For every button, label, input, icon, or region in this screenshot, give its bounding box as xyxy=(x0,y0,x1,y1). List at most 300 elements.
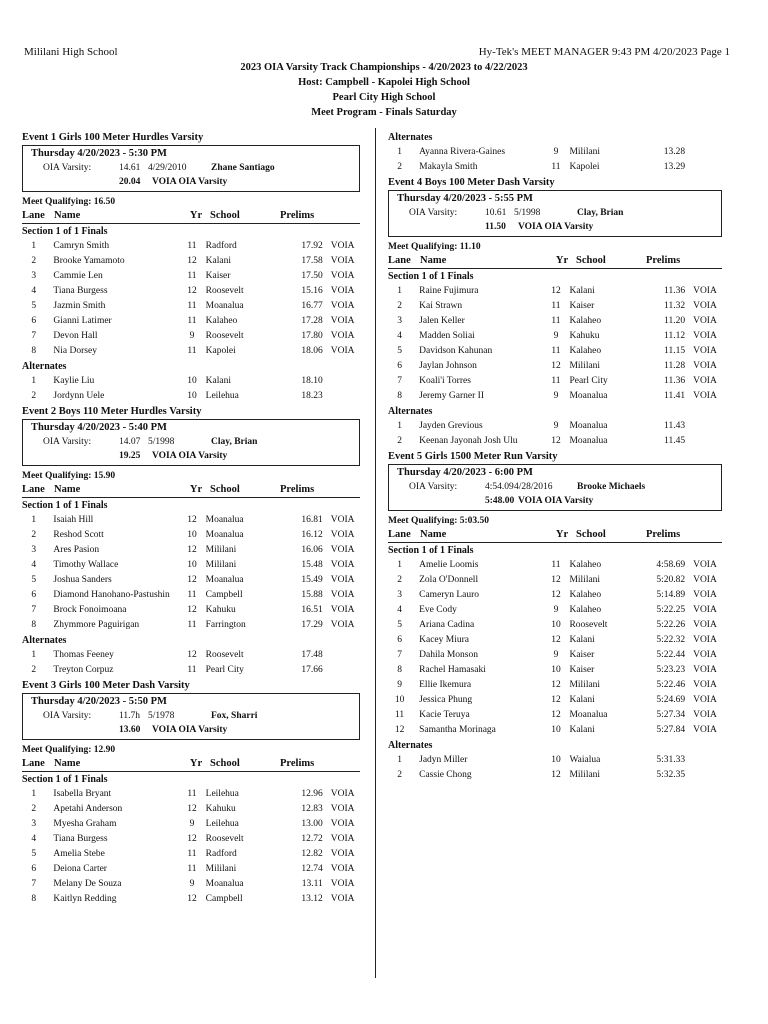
record-time: 4:54.09 xyxy=(485,482,514,492)
year-cell: 9 xyxy=(553,331,559,341)
school-cell: Farrington xyxy=(205,620,246,630)
athlete-row xyxy=(388,603,722,618)
time-cell: 5:27.84 xyxy=(656,725,686,735)
school-cell: Kalani xyxy=(205,256,231,266)
event-info-box xyxy=(388,190,722,237)
lane-cell: 10 xyxy=(394,695,405,705)
lane-cell: 1 xyxy=(397,560,402,570)
qualifier-cell: VOIA xyxy=(330,530,355,540)
name-cell: Thomas Feeney xyxy=(53,650,114,660)
record-line xyxy=(31,435,359,449)
alternates-heading: Alternates xyxy=(22,361,67,372)
athlete-row xyxy=(388,588,722,603)
record-holder: Zhane Santiago xyxy=(211,163,275,173)
alternate-row xyxy=(388,419,722,434)
year-cell: 9 xyxy=(189,819,195,829)
name-cell: Tiana Burgess xyxy=(53,834,108,844)
qualifier-cell: VOIA xyxy=(330,590,355,600)
qualifier-cell: VOIA xyxy=(330,879,355,889)
school-cell: Kalaheo xyxy=(569,590,602,600)
time-cell: 12.96 xyxy=(301,789,323,799)
year-cell: 11 xyxy=(187,241,197,251)
lane-cell: 1 xyxy=(397,147,402,157)
record-label: OIA Varsity: xyxy=(43,711,92,721)
lane-cell: 6 xyxy=(397,361,402,371)
qualifier-cell: VOIA xyxy=(330,286,355,296)
year-cell: 12 xyxy=(551,575,561,585)
year-cell: 12 xyxy=(187,894,197,904)
school-cell: Campbell xyxy=(205,894,243,904)
name-cell: Jaylan Johnson xyxy=(419,361,477,371)
record-holder: Clay, Brian xyxy=(577,208,624,218)
school-cell: Leilehua xyxy=(205,789,239,799)
time-cell: 17.50 xyxy=(301,271,323,281)
name-cell: Nia Dorsey xyxy=(53,346,97,356)
record-holder: Fox, Sharri xyxy=(211,711,258,721)
qualifier-cell xyxy=(323,389,360,404)
qualifier-cell: VOIA xyxy=(693,650,717,660)
time-cell: 17.48 xyxy=(301,650,323,660)
school-cell: Kalaheo xyxy=(569,605,602,615)
name-cell: Ellie Ikemura xyxy=(419,680,472,690)
qualifier-cell xyxy=(323,663,360,678)
record-holder: Brooke Michaels xyxy=(577,482,646,492)
year-cell: 12 xyxy=(187,605,197,615)
school-cell: Pearl City xyxy=(205,665,244,675)
school-cell: Kaiser xyxy=(569,665,595,675)
athlete-row xyxy=(22,787,360,802)
name-cell: Jayden Grevious xyxy=(419,421,483,431)
event-title: Event 3 Girls 100 Meter Dash Varsity xyxy=(22,680,190,691)
school-cell: Mililani xyxy=(569,680,601,690)
athlete-row xyxy=(388,708,722,723)
time-cell: 5:22.44 xyxy=(656,650,686,660)
year-cell: 11 xyxy=(551,346,561,356)
year-cell: 11 xyxy=(187,590,197,600)
name-cell: Isaiah Hill xyxy=(53,515,94,525)
year-cell: 11 xyxy=(187,789,197,799)
name-cell: Kacey Miura xyxy=(419,635,469,645)
alternates-heading: Alternates xyxy=(22,635,67,646)
header-lane: Lane xyxy=(22,484,45,495)
lane-cell: 1 xyxy=(31,789,37,799)
school-cell: Mililani xyxy=(205,864,237,874)
lane-cell: 7 xyxy=(397,650,402,660)
lane-cell: 5 xyxy=(31,849,37,859)
qualifier-cell: VOIA xyxy=(693,361,717,371)
time-cell: 18.23 xyxy=(301,391,323,401)
school-cell: Waialua xyxy=(569,755,601,765)
qualifier-cell: VOIA xyxy=(693,346,717,356)
athlete-row xyxy=(22,528,360,543)
header-school: School xyxy=(576,255,606,266)
record-line xyxy=(31,161,359,175)
name-cell: Isabella Bryant xyxy=(53,789,112,799)
meet-qualifying: Meet Qualifying: 15.90 xyxy=(22,471,116,481)
year-cell: 11 xyxy=(187,271,197,281)
lane-cell: 1 xyxy=(397,755,402,765)
school-cell: Kalaheo xyxy=(569,316,602,326)
qualifier-cell xyxy=(685,145,722,160)
athlete-row xyxy=(22,299,360,314)
header-lane: Lane xyxy=(22,758,45,769)
meet-qualifying: Meet Qualifying: 11.10 xyxy=(388,242,481,252)
lane-cell: 2 xyxy=(397,301,402,311)
alternate-row xyxy=(388,753,722,768)
time-cell: 5:14.89 xyxy=(656,590,686,600)
standard-time: 20.04 xyxy=(119,177,141,187)
name-cell: Brooke Yamamoto xyxy=(53,256,125,266)
table-header xyxy=(22,757,360,772)
time-cell: 16.51 xyxy=(301,605,323,615)
table-header xyxy=(388,254,722,269)
time-cell: 13.12 xyxy=(301,894,323,904)
year-cell: 9 xyxy=(553,391,559,401)
qualifier-cell: VOIA xyxy=(693,620,717,630)
athlete-row xyxy=(22,877,360,892)
year-cell: 12 xyxy=(187,804,197,814)
name-cell: Jazmin Smith xyxy=(53,301,106,311)
header-lane: Lane xyxy=(388,255,411,266)
year-cell: 9 xyxy=(189,331,195,341)
athlete-row xyxy=(388,618,722,633)
qualifier-cell: VOIA xyxy=(330,620,355,630)
standard-label: VOIA OIA Varsity xyxy=(518,496,594,506)
school-cell: Moanalua xyxy=(205,879,244,889)
record-date: 4/29/2010 xyxy=(148,163,187,173)
qualifier-cell: VOIA xyxy=(330,241,355,251)
year-cell: 12 xyxy=(551,635,561,645)
record-date: 5/1998 xyxy=(148,437,175,447)
school-cell: Moanalua xyxy=(205,530,244,540)
qualifier-cell: VOIA xyxy=(330,515,355,525)
lane-cell: 3 xyxy=(397,590,402,600)
name-cell: Cassie Chong xyxy=(419,770,472,780)
time-cell: 4:58.69 xyxy=(656,560,686,570)
column-divider xyxy=(375,128,376,978)
meet-venue: Pearl City High School xyxy=(332,92,436,103)
lane-cell: 8 xyxy=(31,620,37,630)
header-name: Name xyxy=(54,210,81,221)
meet-host: Host: Campbell - Kapolei High School xyxy=(298,77,470,88)
school-cell: Moanalua xyxy=(205,515,244,525)
lane-cell: 4 xyxy=(31,286,37,296)
name-cell: Timothy Wallace xyxy=(53,560,119,570)
record-line xyxy=(397,206,721,220)
lane-cell: 6 xyxy=(31,316,37,326)
meet-qualifying: Meet Qualifying: 5:03.50 xyxy=(388,516,490,526)
qualifier-cell: VOIA xyxy=(330,560,355,570)
standard-label: VOIA OIA Varsity xyxy=(152,177,228,187)
athlete-row xyxy=(388,299,722,314)
school-cell: Mililani xyxy=(569,147,601,157)
alternates-heading: Alternates xyxy=(388,132,433,143)
name-cell: Diamond Hanohano-Pastushin xyxy=(53,590,170,600)
school-cell: Roosevelt xyxy=(205,650,244,660)
right-column xyxy=(388,130,722,783)
event-date: Thursday 4/20/2023 - 5:40 PM xyxy=(31,422,167,433)
athlete-row xyxy=(388,344,722,359)
header-name: Name xyxy=(420,529,447,540)
lane-cell: 3 xyxy=(31,545,37,555)
event-date: Thursday 4/20/2023 - 5:30 PM xyxy=(31,148,167,159)
event-title: Event 2 Boys 110 Meter Hurdles Varsity xyxy=(22,406,202,417)
event-date: Thursday 4/20/2023 - 5:50 PM xyxy=(31,696,167,707)
qualifier-cell: VOIA xyxy=(330,849,355,859)
lane-cell: 1 xyxy=(397,286,402,296)
qualifier-cell: VOIA xyxy=(330,316,355,326)
athlete-row xyxy=(388,359,722,374)
school-cell: Roosevelt xyxy=(205,331,244,341)
time-cell: 11.43 xyxy=(664,421,686,431)
qualifier-cell: VOIA xyxy=(693,376,717,386)
lane-cell: 8 xyxy=(31,894,37,904)
year-cell: 12 xyxy=(551,680,561,690)
qualifier-cell: VOIA xyxy=(693,316,717,326)
time-cell: 13.29 xyxy=(663,162,686,172)
lane-cell: 7 xyxy=(31,331,37,341)
lane-cell: 2 xyxy=(31,256,37,266)
header-prelims: Prelims xyxy=(280,210,315,221)
standard-time: 11.50 xyxy=(485,222,506,232)
year-cell: 12 xyxy=(187,256,197,266)
qualifier-cell: VOIA xyxy=(330,834,355,844)
header-lane: Lane xyxy=(22,210,45,221)
record-time: 14.07 xyxy=(119,437,141,447)
school-cell: Moanalua xyxy=(569,710,608,720)
athlete-row xyxy=(22,618,360,633)
event-title: Event 4 Boys 100 Meter Dash Varsity xyxy=(388,177,555,188)
lane-cell: 7 xyxy=(31,879,37,889)
lane-cell: 2 xyxy=(31,391,37,401)
school-cell: Kalani xyxy=(569,635,595,645)
school-cell: Moanalua xyxy=(569,421,608,431)
year-cell: 12 xyxy=(551,710,561,720)
name-cell: Zhymmore Paguirigan xyxy=(53,620,140,630)
athlete-row xyxy=(388,663,722,678)
alternate-row xyxy=(388,160,722,175)
header-name: Name xyxy=(420,255,447,266)
year-cell: 12 xyxy=(187,575,197,585)
time-cell: 17.29 xyxy=(301,620,323,630)
lane-cell: 2 xyxy=(397,436,402,446)
lane-cell: 3 xyxy=(397,316,402,326)
header-school: School xyxy=(210,484,240,495)
school-cell: Moanalua xyxy=(569,436,608,446)
event-block xyxy=(22,678,360,907)
alternate-row xyxy=(388,768,722,783)
school-cell: Moanalua xyxy=(205,575,244,585)
lane-cell: 6 xyxy=(31,590,37,600)
name-cell: Koali'i Torres xyxy=(419,376,471,386)
athlete-row xyxy=(22,892,360,907)
year-cell: 12 xyxy=(187,650,197,660)
name-cell: Treyton Corpuz xyxy=(53,665,114,675)
time-cell: 5:32.35 xyxy=(656,770,686,780)
name-cell: Melany De Souza xyxy=(53,879,122,889)
qualifier-cell: VOIA xyxy=(330,789,355,799)
school-cell: Leilehua xyxy=(205,819,239,829)
school-cell: Kaiser xyxy=(569,301,595,311)
year-cell: 12 xyxy=(187,834,197,844)
time-cell: 17.58 xyxy=(301,256,323,266)
time-cell: 17.28 xyxy=(301,316,323,326)
record-label: OIA Varsity: xyxy=(409,482,458,492)
event-block xyxy=(388,449,722,783)
qualifier-cell: VOIA xyxy=(330,256,355,266)
athlete-row xyxy=(22,513,360,528)
alternate-row xyxy=(22,663,360,678)
time-cell: 12.83 xyxy=(301,804,323,814)
year-cell: 10 xyxy=(187,530,197,540)
qualifier-cell xyxy=(685,434,722,449)
meet-title: 2023 OIA Varsity Track Championships - 4/20/2023 to 4/22/2023 xyxy=(240,62,528,73)
time-cell: 17.92 xyxy=(301,241,323,251)
header-prelims: Prelims xyxy=(280,484,315,495)
record-holder: Clay, Brian xyxy=(211,437,258,447)
school-cell: Kapolei xyxy=(205,346,236,356)
year-cell: 12 xyxy=(551,590,561,600)
time-cell: 15.49 xyxy=(301,575,323,585)
year-cell: 9 xyxy=(553,147,559,157)
alternate-row xyxy=(22,389,360,404)
lane-cell: 2 xyxy=(31,530,37,540)
year-cell: 12 xyxy=(551,770,561,780)
time-cell: 12.72 xyxy=(301,834,323,844)
event-title: Event 1 Girls 100 Meter Hurdles Varsity xyxy=(22,132,204,143)
lane-cell: 1 xyxy=(397,421,402,431)
name-cell: Raine Fujimura xyxy=(419,286,479,296)
school-cell: Moanalua xyxy=(205,301,244,311)
year-cell: 12 xyxy=(551,695,561,705)
event-info-box xyxy=(22,145,360,192)
name-cell: Gianni Latimer xyxy=(53,316,112,326)
name-cell: Camryn Smith xyxy=(53,241,110,251)
year-cell: 9 xyxy=(553,650,559,660)
athlete-row xyxy=(22,543,360,558)
qualifier-cell: VOIA xyxy=(693,695,717,705)
time-cell: 17.66 xyxy=(301,665,323,675)
school-cell: Roosevelt xyxy=(569,620,608,630)
name-cell: Cameryn Lauro xyxy=(419,590,480,600)
qualifier-cell: VOIA xyxy=(693,331,717,341)
name-cell: Apetahi Anderson xyxy=(53,804,123,814)
event-block xyxy=(388,130,722,175)
qualifier-cell: VOIA xyxy=(693,575,717,585)
name-cell: Rachel Hamasaki xyxy=(419,665,486,675)
school-cell: Leilehua xyxy=(205,391,239,401)
table-header xyxy=(388,528,722,543)
qualifier-cell: VOIA xyxy=(330,819,355,829)
year-cell: 10 xyxy=(187,560,197,570)
time-cell: 5:31.33 xyxy=(656,755,686,765)
lane-cell: 11 xyxy=(394,710,405,720)
school-cell: Pearl City xyxy=(569,376,608,386)
year-cell: 11 xyxy=(551,316,561,326)
name-cell: Jalen Keller xyxy=(419,316,465,326)
name-cell: Keenan Jayonah Josh Ulu xyxy=(419,436,518,446)
standard-time: 5:48.00 xyxy=(485,496,515,506)
school-cell: Kalaheo xyxy=(569,346,602,356)
year-cell: 9 xyxy=(553,421,559,431)
header-prelims: Prelims xyxy=(280,758,315,769)
athlete-row xyxy=(388,389,722,404)
time-cell: 11.36 xyxy=(664,376,686,386)
name-cell: Brock Fonoimoana xyxy=(53,605,127,615)
header-lane: Lane xyxy=(388,529,411,540)
time-cell: 5:23.23 xyxy=(656,665,686,675)
record-label: OIA Varsity: xyxy=(43,163,92,173)
standard-time: 13.60 xyxy=(119,725,141,735)
athlete-row xyxy=(22,254,360,269)
lane-cell: 6 xyxy=(397,635,402,645)
qualifier-cell: VOIA xyxy=(693,680,717,690)
name-cell: Ares Pasion xyxy=(53,545,100,555)
name-cell: Kacie Teruya xyxy=(419,710,470,720)
record-label: OIA Varsity: xyxy=(409,208,458,218)
standard-line xyxy=(397,220,721,234)
qualifier-cell: VOIA xyxy=(693,710,717,720)
athlete-row xyxy=(22,817,360,832)
year-cell: 12 xyxy=(551,436,561,446)
record-time: 11.7h xyxy=(119,711,141,721)
year-cell: 11 xyxy=(187,316,197,326)
name-cell: Jeremy Garner II xyxy=(419,391,485,401)
qualifier-cell: VOIA xyxy=(330,346,355,356)
header-school: School xyxy=(576,529,606,540)
meet-qualifying: Meet Qualifying: 12.90 xyxy=(22,745,116,755)
time-cell: 5:22.32 xyxy=(656,635,686,645)
event-block xyxy=(388,175,722,449)
header-prelims: Prelims xyxy=(646,255,681,266)
name-cell: Jessica Phung xyxy=(419,695,473,705)
event-date: Thursday 4/20/2023 - 5:55 PM xyxy=(397,193,533,204)
qualifier-cell: VOIA xyxy=(330,605,355,615)
lane-cell: 8 xyxy=(397,665,402,675)
standard-label: VOIA OIA Varsity xyxy=(152,725,228,735)
lane-cell: 6 xyxy=(31,864,37,874)
event-date: Thursday 4/20/2023 - 6:00 PM xyxy=(397,467,533,478)
year-cell: 12 xyxy=(187,515,197,525)
athlete-row xyxy=(22,269,360,284)
alternate-row xyxy=(388,434,722,449)
qualifier-cell: VOIA xyxy=(330,331,355,341)
qualifier-cell: VOIA xyxy=(693,725,717,735)
meet-program: Meet Program - Finals Saturday xyxy=(311,107,457,118)
standard-line xyxy=(397,494,721,508)
year-cell: 12 xyxy=(187,545,197,555)
event-info-box xyxy=(22,419,360,466)
name-cell: Kaitlyn Redding xyxy=(53,894,117,904)
time-cell: 11.15 xyxy=(664,346,686,356)
athlete-row xyxy=(388,633,722,648)
time-cell: 16.12 xyxy=(301,530,323,540)
year-cell: 11 xyxy=(187,665,197,675)
school-cell: Radford xyxy=(205,241,237,251)
name-cell: Zola O'Donnell xyxy=(419,575,479,585)
time-cell: 11.20 xyxy=(664,316,686,326)
lane-cell: 5 xyxy=(31,575,37,585)
qualifier-cell: VOIA xyxy=(693,391,717,401)
athlete-row xyxy=(22,832,360,847)
name-cell: Amelie Loomis xyxy=(419,560,479,570)
name-cell: Cammie Len xyxy=(53,271,103,281)
school-cell: Kahuku xyxy=(569,331,600,341)
time-cell: 5:22.25 xyxy=(656,605,686,615)
header-school: School xyxy=(210,758,240,769)
school-cell: Roosevelt xyxy=(205,834,244,844)
name-cell: Reshod Scott xyxy=(53,530,104,540)
